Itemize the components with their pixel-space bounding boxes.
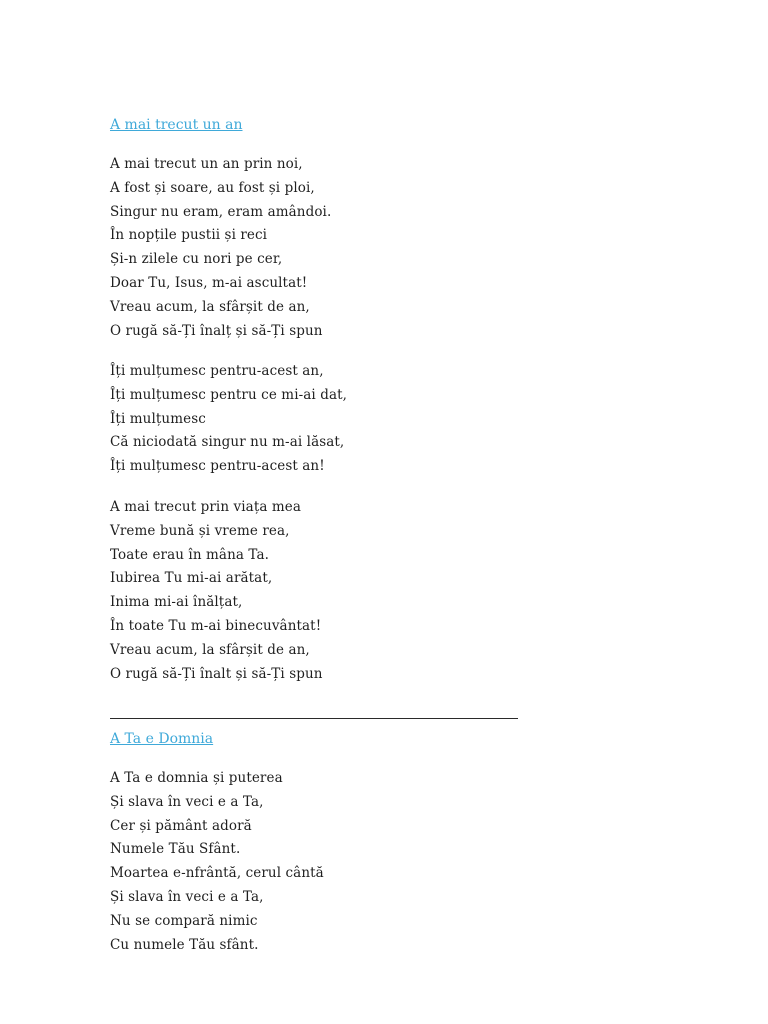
lyric-line: Vreau acum, la sfârșit de an, [110,641,310,658]
lyric-line: Inima mi-ai înălțat, [110,594,243,611]
lyric-line: Cer și pământ adoră [110,817,252,834]
lyric-line: În nopțile pustii și reci [110,227,268,244]
stanza-2 [110,360,347,479]
lyric-line: Vreme bună și vreme rea, [110,522,290,539]
lyric-line: A fost și soare, au fost și ploi, [110,179,315,196]
stanza-1 [110,153,331,343]
lyric-line: Vreau acum, la sfârșit de an, [110,298,310,315]
lyric-line: Iubirea Tu mi-ai arătat, [110,570,273,587]
lyric-line: Moartea e-nfrântă, cerul cântă [110,865,324,882]
lyric-line: Și-n zilele cu nori pe cer, [110,251,283,268]
lyric-line: O rugă să-Ți înalt și să-Ți spun [110,665,323,682]
lyric-line: Numele Tău Sfânt. [110,841,241,858]
lyric-line: Doar Tu, Isus, m-ai ascultat! [110,274,308,291]
song-title-link[interactable]: A Ta e Domnia [110,731,214,747]
horizontal-divider [110,718,518,719]
lyric-line: Și slava în veci e a Ta, [110,793,264,810]
song-title-link[interactable]: A mai trecut un an [110,117,243,133]
lyric-line: Singur nu eram, eram amândoi. [110,203,332,220]
stanza-4 [110,767,324,957]
stanza-3 [110,496,323,686]
lyric-line: O rugă să-Ți înalț și să-Ți spun [110,322,323,339]
lyric-line: Îți mulțumesc pentru-acest an! [110,458,325,475]
lyric-line: A mai trecut un an prin noi, [110,156,303,172]
lyric-line: Nu se compară nimic [110,912,258,929]
lyric-line: Îți mulțumesc [110,410,206,427]
lyric-line: În toate Tu m-ai binecuvântat! [110,617,322,634]
lyric-line: Cu numele Tău sfânt. [110,936,259,953]
lyric-line: Și slava în veci e a Ta, [110,888,264,905]
lyric-line: A mai trecut prin viața mea [110,499,302,515]
lyric-line: Că niciodată singur nu m-ai lăsat, [110,434,345,451]
lyric-line: Îți mulțumesc pentru-acest an, [110,363,324,379]
lyric-line: A Ta e domnia și puterea [110,770,283,786]
lyric-line: Îți mulțumesc pentru ce mi-ai dat, [110,386,348,403]
lyric-line: Toate erau în mâna Ta. [110,546,269,563]
